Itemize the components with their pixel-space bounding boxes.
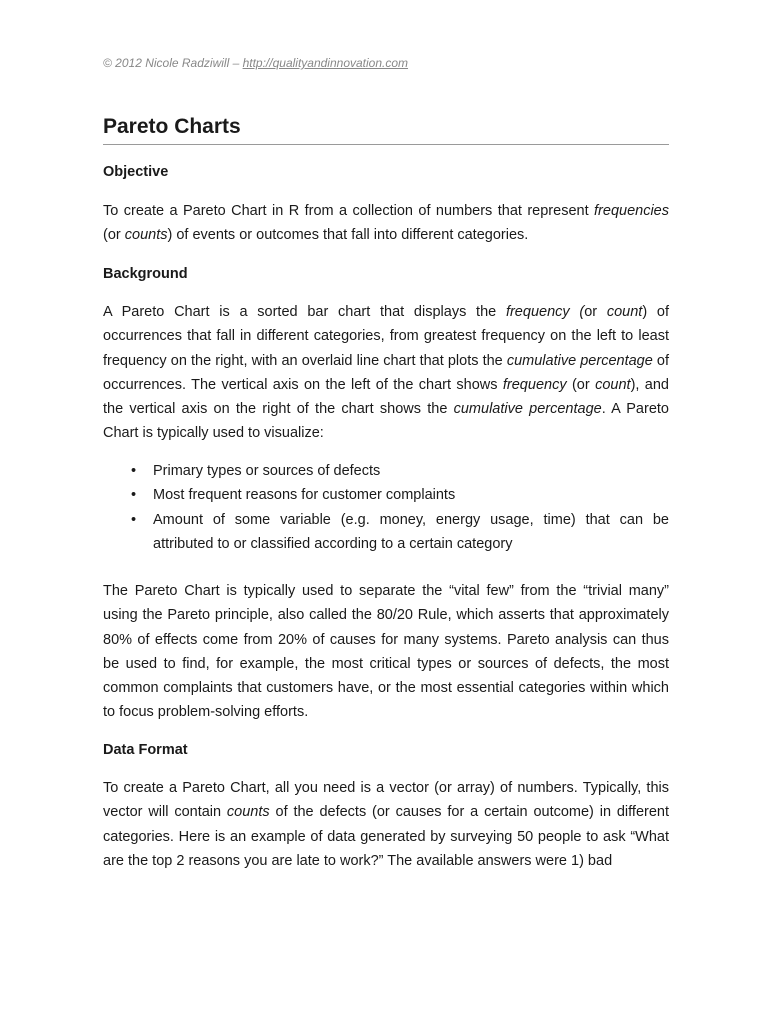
page-title: Pareto Charts: [103, 114, 669, 145]
data-format-heading: Data Format: [103, 742, 188, 758]
list-item: • Amount of some variable (e.g. money, energy usage, time) that can be attributed to or classified according to a certain category: [103, 508, 669, 557]
bullet-icon: •: [131, 463, 137, 479]
website-link[interactable]: http://qualityandinnovation.com: [242, 56, 409, 70]
objective-paragraph: To create a Pareto Chart in R from a collection of numbers that represent frequencies (or counts) of events or outcomes that fall into different categories.: [103, 203, 669, 244]
background-heading: Background: [103, 266, 188, 282]
copyright-text: © 2012 Nicole Radziwill –: [103, 56, 243, 70]
page-header: [103, 56, 408, 70]
pareto-principle-paragraph: The Pareto Chart is typically used to separate the “vital few” from the “trivial many” using the Pareto principle, also called the 80/20 Rule, which asserts that approximately 80% of effects come from 20% of causes for many systems. Pareto analysis can thus be used to find, for example, the most critical types or sources of defects, the most common complaints that customers have, or the most essential categories within which to focus problem-solving efforts.: [103, 583, 669, 721]
bullet-list: [103, 459, 669, 556]
list-item: • Primary types or sources of defects: [103, 459, 669, 483]
list-item: • Most frequent reasons for customer complaints: [103, 483, 669, 507]
bullet-icon: •: [131, 511, 137, 528]
bullet-icon: •: [131, 487, 137, 504]
data-format-paragraph: To create a Pareto Chart, all you need is a vector (or array) of numbers. Typically, this vector will contain counts of the defects (or causes for a certain outcome) in different categories. Here is an example of data generated by surveying 50 people to ask “What are the top 2 reasons you are late to work?” The available answers were 1) bad: [103, 780, 669, 869]
background-paragraph: A Pareto Chart is a sorted bar chart that displays the frequency (or count) of occurrences that fall in different categories, from greatest frequency on the left to least frequency on the right, with an overlaid line chart that plots the cumulative percentage of occurrences. The vertical axis on the left of the chart shows frequency (or count), and the vertical axis on the right of the chart shows the cumulative percentage. A Pareto Chart is typically used to visualize:: [103, 304, 670, 442]
objective-heading: Objective: [103, 164, 169, 180]
